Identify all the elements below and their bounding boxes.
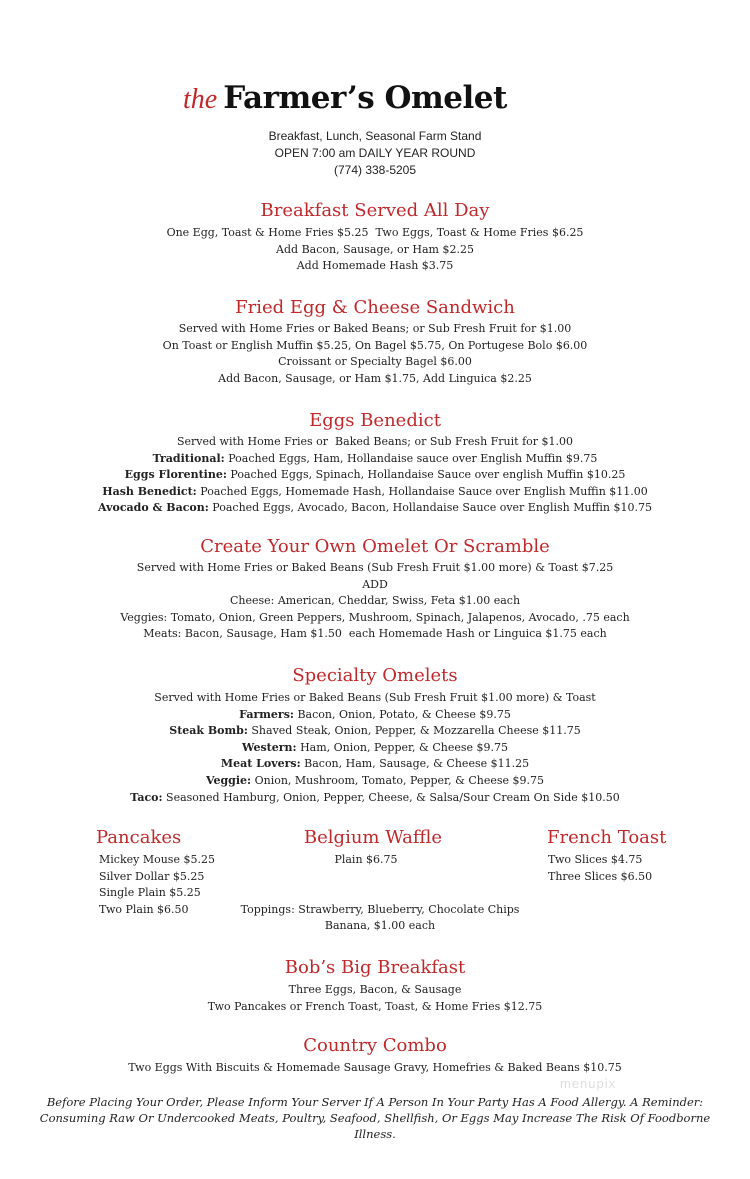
pancakes-heading: Pancakes — [96, 827, 182, 848]
waffle-heading: Belgium Waffle — [303, 827, 443, 848]
item-text: Bacon, Onion, Potato, & Cheese $9.75 — [293, 707, 511, 721]
item-text: Served with Home Fries or Baked Beans (Sub Fresh Fruit $1.00 more) & Toast $7.25 — [136, 561, 614, 574]
create-omelet-line — [0, 594, 750, 608]
bobs-big-breakfast-heading: Bob’s Big Breakfast — [284, 957, 466, 978]
specialty-omelets-line — [0, 724, 750, 738]
item-name: Hash Benedict: — [102, 484, 197, 498]
specialty-omelets-line — [0, 774, 750, 788]
french-toast-item: Three Slices $6.50 — [548, 870, 653, 883]
item-text: Add Bacon, Sausage, or Ham $2.25 — [276, 242, 474, 256]
item-text: One Egg, Toast & Home Fries $5.25 Two Eggs, Toast & Home Fries $6.25 — [166, 226, 584, 239]
item-text: Shaved Steak, Onion, Pepper, & Mozzarella Cheese $11.75 — [247, 724, 581, 738]
item-text: Served with Home Fries or Baked Beans; or Sub Fresh Fruit for $1.00 — [176, 435, 574, 448]
breakfast-line — [0, 259, 750, 273]
specialty-omelets-line — [0, 708, 750, 722]
pancakes-item: Two Plain $6.50 — [99, 903, 189, 916]
item-name: Eggs Florentine: — [124, 468, 227, 482]
item-text: Veggies: Tomato, Onion, Green Peppers, Mushroom, Spinach, Jalapenos, Avocado, .75 each — [120, 610, 630, 624]
item-name: Traditional: — [152, 451, 225, 465]
pancakes-item: Mickey Mouse $5.25 — [99, 853, 215, 866]
phone: (774) 338-5205 — [333, 163, 417, 177]
create-omelet-line — [0, 627, 750, 641]
breakfast-line — [0, 226, 750, 240]
fried-egg-sandwich-heading: Fried Egg & Cheese Sandwich — [235, 297, 515, 318]
breakfast-heading: Breakfast Served All Day — [260, 200, 490, 221]
create-omelet-line — [0, 578, 750, 592]
item-text: Served with Home Fries or Baked Beans (Sub Fresh Fruit $1.00 more) & Toast — [154, 691, 596, 704]
disclaimer-line: Before Placing Your Order, Please Inform Your Server If A Person In Your Party Has A Food Allergy. A Reminder: — [46, 1095, 704, 1109]
hours: OPEN 7:00 am DAILY YEAR ROUND — [274, 146, 476, 160]
tagline: Breakfast, Lunch, Seasonal Farm Stand — [268, 129, 482, 143]
country-combo-line — [0, 1061, 750, 1075]
create-omelet-line — [0, 611, 750, 625]
specialty-omelets-line — [0, 691, 750, 705]
pancakes-item: Single Plain $5.25 — [99, 886, 201, 899]
item-name: Farmers: — [239, 707, 294, 721]
item-text: Ham, Onion, Pepper, & Cheese $9.75 — [296, 740, 508, 754]
bobs-big-breakfast-line — [0, 983, 750, 997]
restaurant-name: Farmer’s Omelet — [223, 80, 507, 116]
item-text: On Toast or English Muffin $5.25, On Bagel $5.75, On Portugese Bolo $6.00 — [162, 338, 588, 352]
eggs-benedict-line — [0, 501, 750, 515]
item-text: Three Eggs, Bacon, & Sausage — [288, 983, 462, 996]
fried-egg-sandwich-line — [0, 372, 750, 386]
eggs-benedict-line — [0, 468, 750, 482]
bobs-big-breakfast-line — [0, 1000, 750, 1014]
item-name: Meat Lovers: — [220, 757, 301, 771]
create-omelet-heading: Create Your Own Omelet Or Scramble — [200, 536, 550, 557]
create-omelet-line — [0, 561, 750, 575]
logo-the: the — [183, 84, 218, 115]
item-text: Meats: Bacon, Sausage, Ham $1.50 each Homemade Hash or Linguica $1.75 each — [143, 627, 607, 641]
specialty-omelets-line — [0, 757, 750, 771]
item-text: Poached Eggs, Avocado, Bacon, Hollandaise Sauce over English Muffin $10.75 — [208, 501, 652, 515]
item-name: Steak Bomb: — [169, 724, 248, 738]
disclaimer-line: Illness. — [354, 1127, 396, 1141]
item-text: Onion, Mushroom, Tomato, Pepper, & Cheese $9.75 — [251, 774, 545, 787]
item-text: Seasoned Hamburg, Onion, Pepper, Cheese, & Salsa/Sour Cream On Side $10.50 — [162, 790, 620, 804]
specialty-omelets-line — [0, 791, 750, 805]
french-toast-item: Two Slices $4.75 — [548, 853, 643, 866]
item-text: Two Eggs With Biscuits & Homemade Sausage Gravy, Homefries & Baked Beans $10.75 — [128, 1061, 622, 1074]
item-name: Veggie: — [205, 774, 252, 787]
fried-egg-sandwich-line — [0, 355, 750, 369]
item-text: Add Bacon, Sausage, or Ham $1.75, Add Linguica $2.25 — [218, 371, 532, 385]
item-text: Poached Eggs, Ham, Hollandaise sauce over English Muffin $9.75 — [224, 451, 598, 465]
item-text: ADD — [362, 577, 388, 591]
toppings-line: Toppings: Strawberry, Blueberry, Chocolate Chips — [240, 903, 520, 916]
specialty-omelets-line — [0, 741, 750, 755]
eggs-benedict-line — [0, 485, 750, 499]
item-text: Poached Eggs, Spinach, Hollandaise Sauce over english Muffin $10.25 — [226, 468, 626, 482]
item-name: Avocado & Bacon: — [98, 501, 209, 515]
item-name: Taco: — [130, 790, 163, 804]
watermark: menupix — [560, 1076, 617, 1091]
item-text: Cheese: American, Cheddar, Swiss, Feta $1.00 each — [229, 594, 521, 608]
item-text: Poached Eggs, Homemade Hash, Hollandaise Sauce over English Muffin $11.00 — [196, 484, 648, 498]
country-combo-heading: Country Combo — [303, 1035, 447, 1056]
disclaimer-line: Consuming Raw Or Undercooked Meats, Poultry, Seafood, Shellfish, Or Eggs May Increase The Risk Of Foodborne — [39, 1111, 711, 1125]
item-name: Western: — [242, 740, 297, 754]
item-text: Bacon, Ham, Sausage, & Cheese $11.25 — [300, 757, 530, 771]
waffle-item: Plain $6.75 — [334, 853, 398, 866]
eggs-benedict-heading: Eggs Benedict — [309, 410, 441, 431]
item-text: Croissant or Specialty Bagel $6.00 — [278, 355, 472, 369]
pancakes-item: Silver Dollar $5.25 — [99, 870, 205, 883]
item-text: Add Homemade Hash $3.75 — [296, 259, 454, 273]
fried-egg-sandwich-line — [0, 322, 750, 336]
item-text: Two Pancakes or French Toast, Toast, & Home Fries $12.75 — [207, 999, 543, 1013]
breakfast-line — [0, 243, 750, 257]
logo — [183, 80, 507, 116]
french-toast-heading: French Toast — [547, 827, 667, 848]
eggs-benedict-line — [0, 435, 750, 449]
item-text: Served with Home Fries or Baked Beans; or Sub Fresh Fruit for $1.00 — [178, 322, 572, 335]
fried-egg-sandwich-line — [0, 339, 750, 353]
toppings-line: Banana, $1.00 each — [324, 919, 436, 932]
eggs-benedict-line — [0, 452, 750, 466]
specialty-omelets-heading: Specialty Omelets — [292, 665, 458, 686]
